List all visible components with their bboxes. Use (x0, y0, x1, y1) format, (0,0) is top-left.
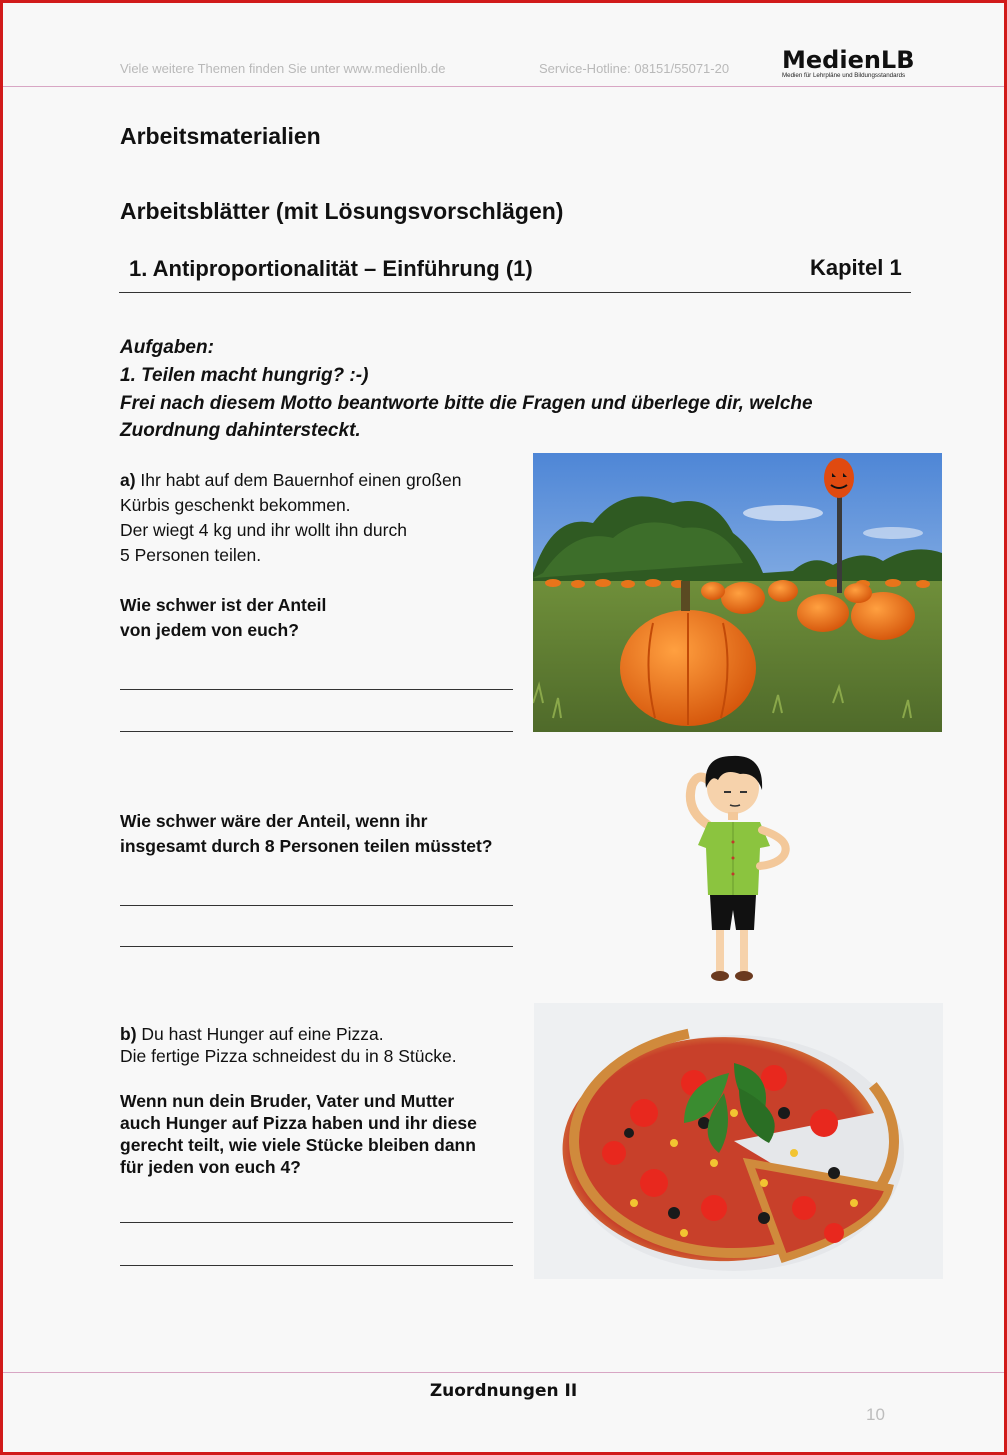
task-b-question-line3: gerecht teilt, wie viele Stücke bleiben dann (120, 1135, 476, 1155)
task-b-text (120, 1023, 520, 1067)
task-b-question-line1: Wenn nun dein Bruder, Vater und Mutter (120, 1091, 455, 1111)
answer-line[interactable] (120, 905, 513, 906)
page-number: 10 (866, 1405, 885, 1424)
answer-line[interactable] (120, 731, 513, 732)
answer-line[interactable] (120, 689, 513, 690)
pumpkin-field-image (533, 453, 942, 732)
task-a-label: a) (120, 470, 136, 490)
task-a-line2: Kürbis geschenkt bekommen. (120, 495, 351, 515)
task-b-question-line4: für jeden von euch 4? (120, 1157, 301, 1177)
logo-text: MedienLB (782, 46, 915, 74)
task-b-line2: Die fertige Pizza schneidest du in 8 Stücke. (120, 1046, 457, 1066)
thinking-boy-illustration (680, 750, 800, 985)
section-title: Arbeitsmaterialien (120, 123, 321, 149)
chapter-label: Kapitel 1 (810, 255, 902, 280)
task-a-question1-line1: Wie schwer ist der Anteil (120, 595, 327, 615)
task-a-line1: Ihr habt auf dem Bauernhof einen großen (135, 470, 462, 490)
task-a-question2 (120, 809, 492, 859)
footer-title: Zuordnungen II (429, 1381, 578, 1401)
title-rule (119, 292, 911, 293)
answer-line[interactable] (120, 1222, 513, 1223)
task-b-question-line2: auch Hunger auf Pizza haben und ihr diese (120, 1113, 477, 1133)
task-b-question (120, 1090, 520, 1178)
topic-title: 1. Antiproportionalität – Einführung (1) (129, 256, 533, 281)
header-rule (3, 86, 1004, 87)
task-a-line3: Der wiegt 4 kg und ihr wollt ihn durch (120, 520, 407, 540)
medienlb-logo (782, 48, 922, 80)
footer-rule (3, 1372, 1004, 1373)
task-title: 1. Teilen macht hungrig? :-) (120, 365, 369, 386)
header-hotline: Service-Hotline: 08151/55071-20 (539, 61, 730, 76)
header-website-text: Viele weitere Themen finden Sie unter www.medienlb.de (120, 61, 446, 76)
task-intro-line2: Zuordnung dahintersteckt. (120, 420, 361, 441)
subsection-title: Arbeitsblätter (mit Lösungsvorschlägen) (120, 198, 564, 224)
task-a-question2-line1: Wie schwer wäre der Anteil, wenn ihr (120, 811, 428, 831)
task-b-label: b) (120, 1024, 137, 1044)
task-a-question1 (120, 593, 326, 643)
logo-subtitle: Medien für Lehrpläne und Bildungsstandards (782, 72, 906, 79)
task-b-line1: Du hast Hunger auf eine Pizza. (136, 1024, 384, 1044)
pizza-image (534, 1003, 943, 1279)
task-intro-line1: Frei nach diesem Motto beantworte bitte die Fragen und überlege dir, welche (120, 393, 813, 414)
task-a-text (120, 468, 520, 568)
answer-line[interactable] (120, 946, 513, 947)
task-a-question1-line2: von jedem von euch? (120, 620, 299, 640)
task-a-question2-line2: insgesamt durch 8 Personen teilen müsstet? (120, 836, 493, 856)
answer-line[interactable] (120, 1265, 513, 1266)
tasks-heading: Aufgaben: (120, 337, 214, 358)
task-a-line4: 5 Personen teilen. (120, 545, 262, 565)
